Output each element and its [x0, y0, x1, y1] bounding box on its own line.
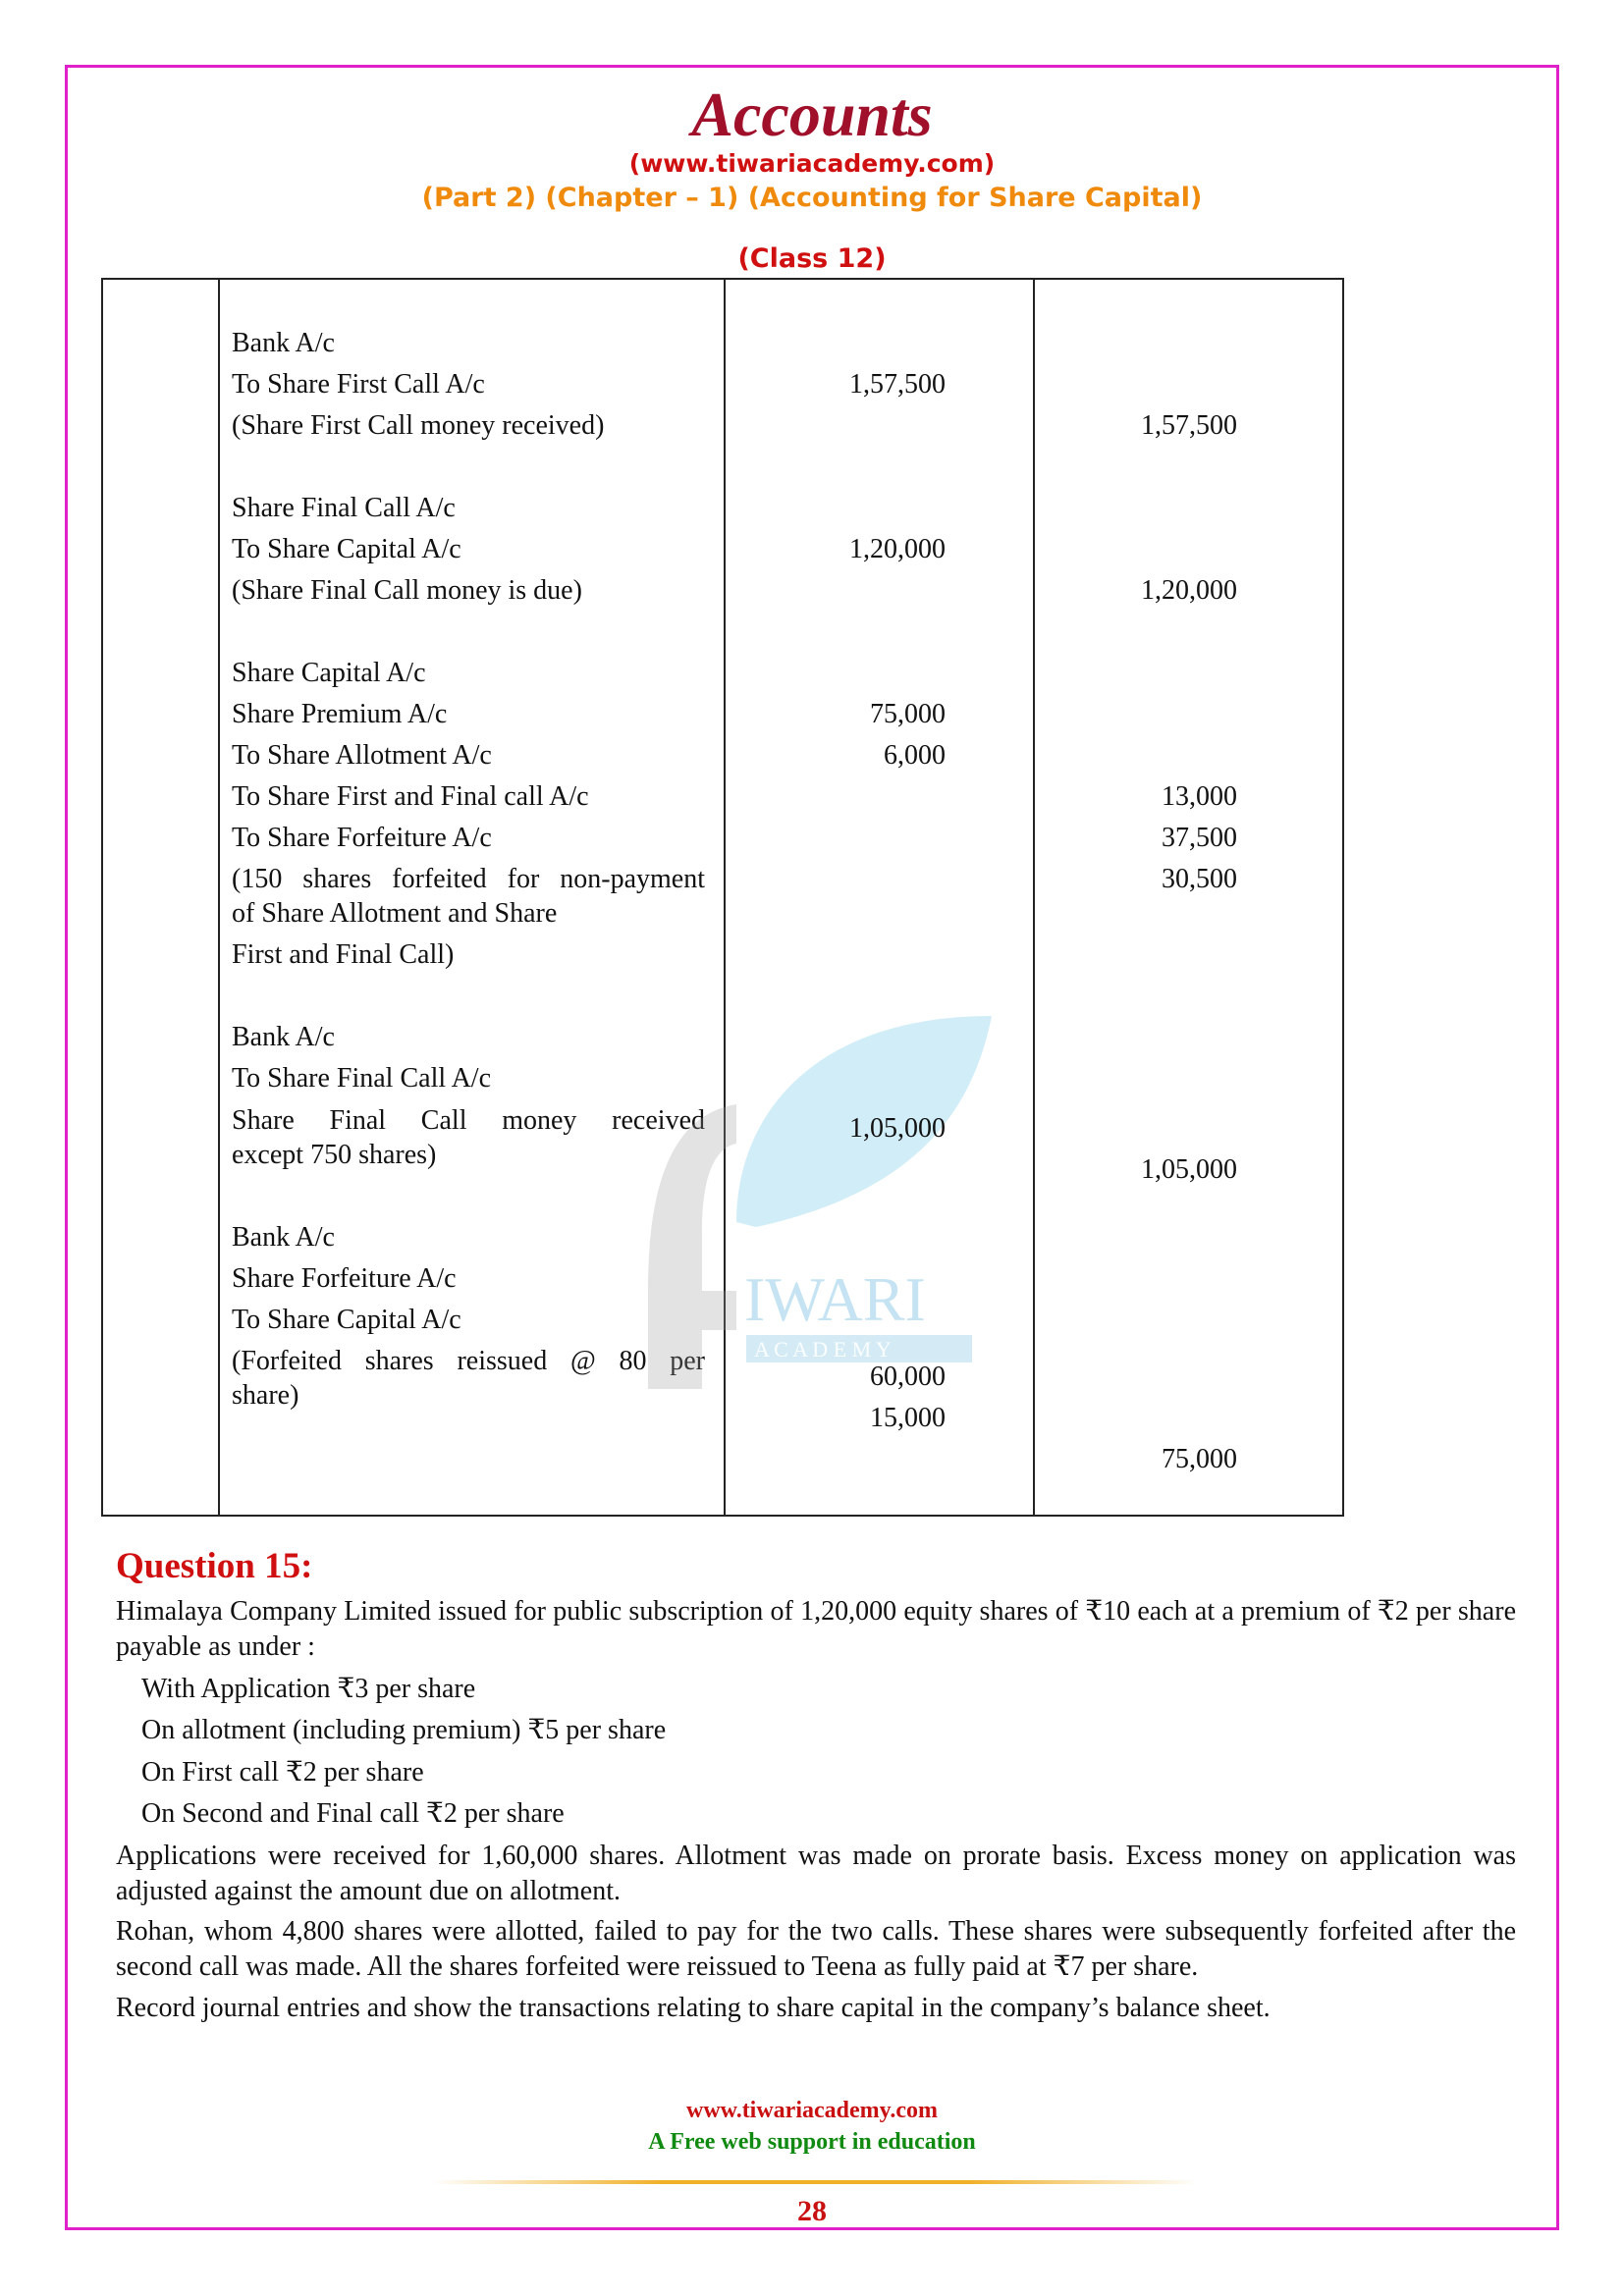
journal-line: (Share First Call money received) [232, 410, 605, 441]
journal-line: To Share Capital A/c [232, 1305, 461, 1335]
credit-column [1034, 279, 1343, 1516]
journal-line: To Share Forfeiture A/c [232, 823, 492, 853]
footer-url[interactable]: www.tiwariacademy.com [686, 2098, 938, 2123]
journal-line: To Share Allotment A/c [232, 740, 492, 771]
page-title: Accounts [691, 80, 933, 149]
journal-line: Share Final Call A/c [232, 493, 456, 523]
journal-line: (Forfeited shares reissued @ 80 per [232, 1346, 705, 1376]
journal-line: To Share First and Final call A/c [232, 781, 589, 812]
debit-amount: 60,000 [870, 1362, 946, 1392]
watermark-sub: A C A D E M Y [754, 1337, 892, 1362]
schedule-item: On allotment (including premium) ₹5 per share [141, 1715, 667, 1745]
debit-amount: 6,000 [884, 740, 946, 771]
schedule-item: With Application ₹3 per share [141, 1674, 476, 1704]
journal-line: Share Final Call money received [232, 1105, 705, 1136]
credit-amount: 30,500 [1162, 864, 1237, 894]
question-heading: Question 15: [116, 1546, 313, 1586]
journal-line: share) [232, 1380, 299, 1411]
journal-line: To Share First Call A/c [232, 369, 485, 400]
header-website: (www.tiwariacademy.com) [628, 149, 996, 178]
credit-amount: 75,000 [1162, 1444, 1237, 1474]
page-number: 28 [797, 2195, 827, 2227]
journal-line: To Share Capital A/c [232, 534, 461, 564]
journal-line: Share Premium A/c [232, 699, 448, 729]
journal-line: First and Final Call) [232, 939, 455, 970]
schedule-item: On First call ₹2 per share [141, 1757, 424, 1788]
question-paragraph: Rohan, whom 4,800 shares were allotted, failed to pay for the two calls. These shares were subsequently forfeited after the second call was made. All the shares forfeited were reissued to Teena as fully paid at ₹7 per share. [116, 1916, 1516, 1982]
debit-amount: 1,57,500 [849, 369, 946, 400]
footer-tagline: A Free web support in education [648, 2129, 976, 2155]
journal-line: Bank A/c [232, 328, 335, 358]
journal-line: Bank A/c [232, 1222, 335, 1253]
journal-line: Share Forfeiture A/c [232, 1263, 457, 1294]
class-label: (Class 12) [737, 243, 887, 274]
debit-amount: 1,05,000 [849, 1113, 946, 1144]
credit-amount: 1,57,500 [1141, 410, 1237, 441]
journal-line: except 750 shares) [232, 1140, 437, 1170]
debit-amount: 1,20,000 [849, 534, 946, 564]
debit-column [725, 279, 1034, 1516]
journal-line: Share Capital A/c [232, 658, 426, 688]
debit-amount: 15,000 [870, 1403, 946, 1433]
journal-line: To Share Final Call A/c [232, 1063, 492, 1094]
watermark-brand: IWARI [744, 1264, 926, 1334]
journal-line: of Share Allotment and Share [232, 898, 558, 929]
chapter-heading: (Part 2) (Chapter – 1) (Accounting for Share Capital) [421, 183, 1203, 213]
credit-amount: 13,000 [1162, 781, 1237, 812]
footer-divider [432, 2180, 1198, 2184]
journal-line: Bank A/c [232, 1022, 335, 1052]
schedule-item: On Second and Final call ₹2 per share [141, 1798, 565, 1829]
question-intro: Himalaya Company Limited issued for public subscription of 1,20,000 equity shares of ₹10 each at a premium of ₹2 per share payable as under : [116, 1596, 1516, 1662]
credit-amount: 1,20,000 [1141, 575, 1237, 606]
journal-line: (150 shares forfeited for non-payment [232, 864, 705, 894]
credit-amount: 37,500 [1162, 823, 1237, 853]
date-column [102, 279, 219, 1516]
credit-amount: 1,05,000 [1141, 1154, 1237, 1185]
journal-line: (Share Final Call money is due) [232, 575, 582, 606]
question-paragraph: Record journal entries and show the transactions relating to share capital in the company’s balance sheet. [116, 1993, 1271, 2023]
question-paragraph: Applications were received for 1,60,000 shares. Allotment was made on prorate basis. Excess money on application was adjusted against the amount due on allotment. [116, 1841, 1516, 1906]
debit-amount: 75,000 [870, 699, 946, 729]
